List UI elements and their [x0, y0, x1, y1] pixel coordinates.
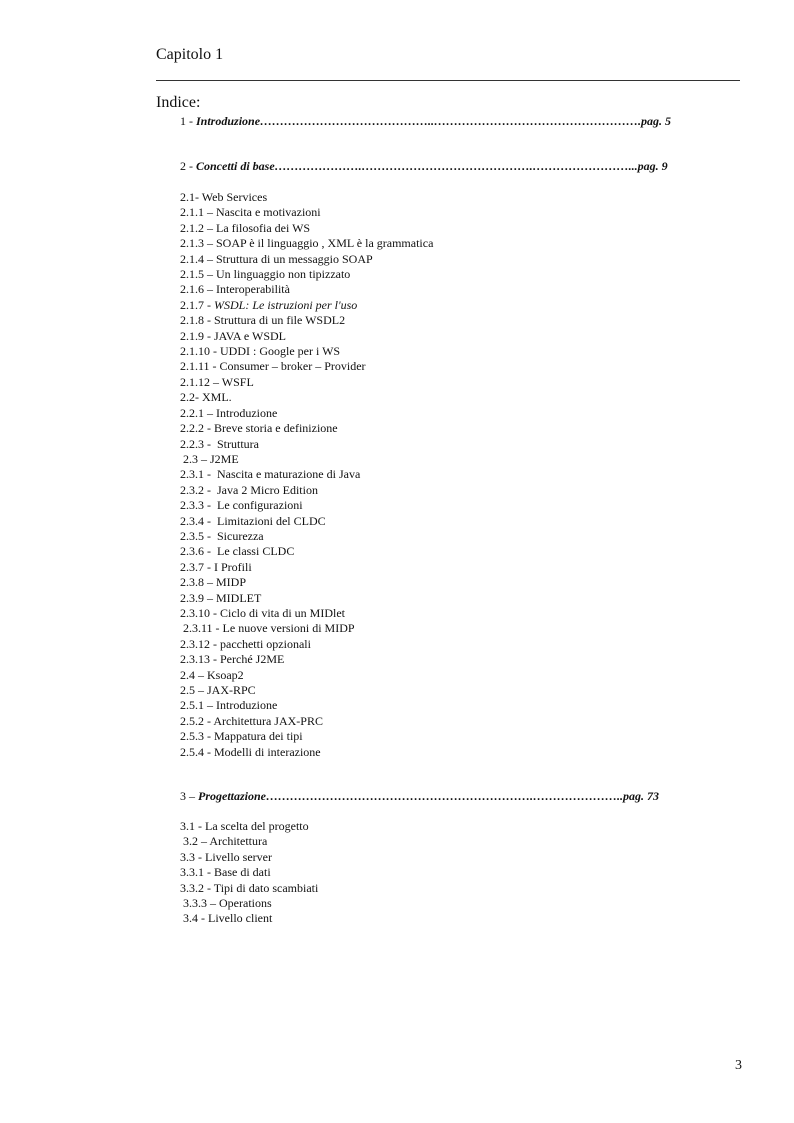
- toc-section-item: 2.2.3 - Struttura: [180, 436, 259, 451]
- toc-section-item: 2.3.6 - Le classi CLDC: [180, 544, 295, 559]
- toc-section-item: 3.3.3 – Operations: [180, 896, 272, 911]
- toc-section-item: 2.1.6 – Interoperabilità: [180, 282, 290, 297]
- toc-leader-dots: ………………….…………………………………….……………………...: [274, 159, 638, 173]
- toc-section-item: 2.1.10 - UDDI : Google per i WS: [180, 344, 341, 359]
- toc-chapter-title: Introduzione: [196, 114, 261, 128]
- toc-section-item: 2.3.11 - Le nuove versioni di MIDP: [180, 621, 355, 636]
- toc-sections-chapter-3: [180, 819, 318, 927]
- toc-section-item: 2.3 – J2ME: [180, 451, 239, 466]
- toc-section-item: 2.3.2 - Java 2 Micro Edition: [180, 482, 318, 497]
- toc-section-item: 2.1.5 – Un linguaggio non tipizzato: [180, 267, 351, 282]
- toc-section-item: 3.1 - La scelta del progetto: [180, 819, 309, 833]
- toc-section-item: 3.3.2 - Tipi di dato scambiati: [180, 880, 319, 895]
- toc-section-item: 3.3 - Livello server: [180, 849, 272, 864]
- toc-section-item: 2.3.4 - Limitazioni del CLDC: [180, 513, 326, 528]
- toc-section-item: 3.2 – Architettura: [180, 834, 268, 849]
- toc-section-item: 2.1.4 – Struttura di un messaggio SOAP: [180, 251, 373, 266]
- toc-chapter-page: pag. 5: [641, 114, 672, 128]
- toc-chapter-page: .pag. 73: [620, 789, 659, 803]
- toc-section-item: 2.1.11 - Consumer – broker – Provider: [180, 359, 366, 374]
- toc-section-item: [180, 298, 433, 313]
- toc-leader-dots: ……………………………………..…………………………………………….: [260, 114, 642, 128]
- toc-section-item: 2.3.9 – MIDLET: [180, 590, 262, 605]
- toc-chapter-2: [180, 159, 742, 174]
- toc-section-italic-title: WSDL: Le istruzioni per l'uso: [214, 297, 358, 312]
- toc-section-item: 2.3.13 - Perché J2ME: [180, 652, 285, 667]
- toc-section-item: 2.2.2 - Breve storia e definizione: [180, 421, 338, 436]
- toc-chapter-title: Concetti di base: [196, 159, 275, 173]
- toc-section-item: 2.3.10 - Ciclo di vita di un MIDlet: [180, 605, 345, 620]
- toc-chapter-page: pag. 9: [637, 159, 668, 173]
- toc-chapter-number: 1 -: [180, 114, 196, 128]
- toc-section-item: 2.1.2 – La filosofia dei WS: [180, 220, 311, 235]
- toc-section-item: 2.1- Web Services: [180, 190, 268, 204]
- toc-section-item: 2.5.2 - Architettura JAX-PRC: [180, 713, 323, 728]
- toc-section-item: 2.3.8 – MIDP: [180, 575, 247, 590]
- toc-section-item: 2.2.1 – Introduzione: [180, 405, 278, 420]
- toc-section-item: 2.2- XML.: [180, 390, 232, 405]
- toc-section-item: 2.1.12 – WSFL: [180, 374, 254, 389]
- toc-chapter-number: 2 -: [180, 159, 196, 173]
- page-number: 3: [735, 1058, 742, 1073]
- toc-section-item: 2.3.3 - Le configurazioni: [180, 498, 303, 513]
- toc-section-item: 2.1.9 - JAVA e WSDL: [180, 328, 287, 343]
- toc-section-item: 3.3.1 - Base di dati: [180, 865, 271, 880]
- toc-section-item: 2.5.1 – Introduzione: [180, 698, 278, 713]
- toc-leader-dots: ………………………………………………………….………………….: [266, 789, 620, 803]
- toc-section-prefix: 2.1.7 -: [180, 297, 214, 312]
- index-title: Indice:: [156, 94, 201, 111]
- toc-chapter-number: 3 –: [180, 789, 198, 803]
- toc-section-item: 2.1.8 - Struttura di un file WSDL2: [180, 313, 346, 328]
- toc-chapter-3: [180, 789, 742, 804]
- chapter-header: Capitolo 1: [156, 46, 224, 63]
- toc-chapter-title: Progettazione: [198, 789, 266, 803]
- toc-sections-chapter-2: [180, 190, 433, 760]
- toc-section-item: 2.4 – Ksoap2: [180, 667, 244, 682]
- toc-section-item: 2.5.4 - Modelli di interazione: [180, 744, 321, 759]
- toc-section-item: 2.3.7 - I Profili: [180, 559, 252, 574]
- toc-section-item: 2.3.12 - pacchetti opzionali: [180, 636, 311, 651]
- toc-section-item: 2.1.1 – Nascita e motivazioni: [180, 205, 321, 220]
- toc-section-item: 2.3.5 - Sicurezza: [180, 528, 264, 543]
- toc-section-item: 3.4 - Livello client: [180, 911, 273, 926]
- toc-section-item: 2.5.3 - Mappatura dei tipi: [180, 729, 303, 744]
- toc-section-item: 2.1.3 – SOAP è il linguaggio , XML è la grammatica: [180, 236, 434, 251]
- toc-section-item: 2.5 – JAX-RPC: [180, 683, 256, 697]
- toc-chapter-1: [180, 114, 742, 129]
- header-rule: [156, 80, 740, 81]
- toc-section-item: 2.3.1 - Nascita e maturazione di Java: [180, 467, 361, 482]
